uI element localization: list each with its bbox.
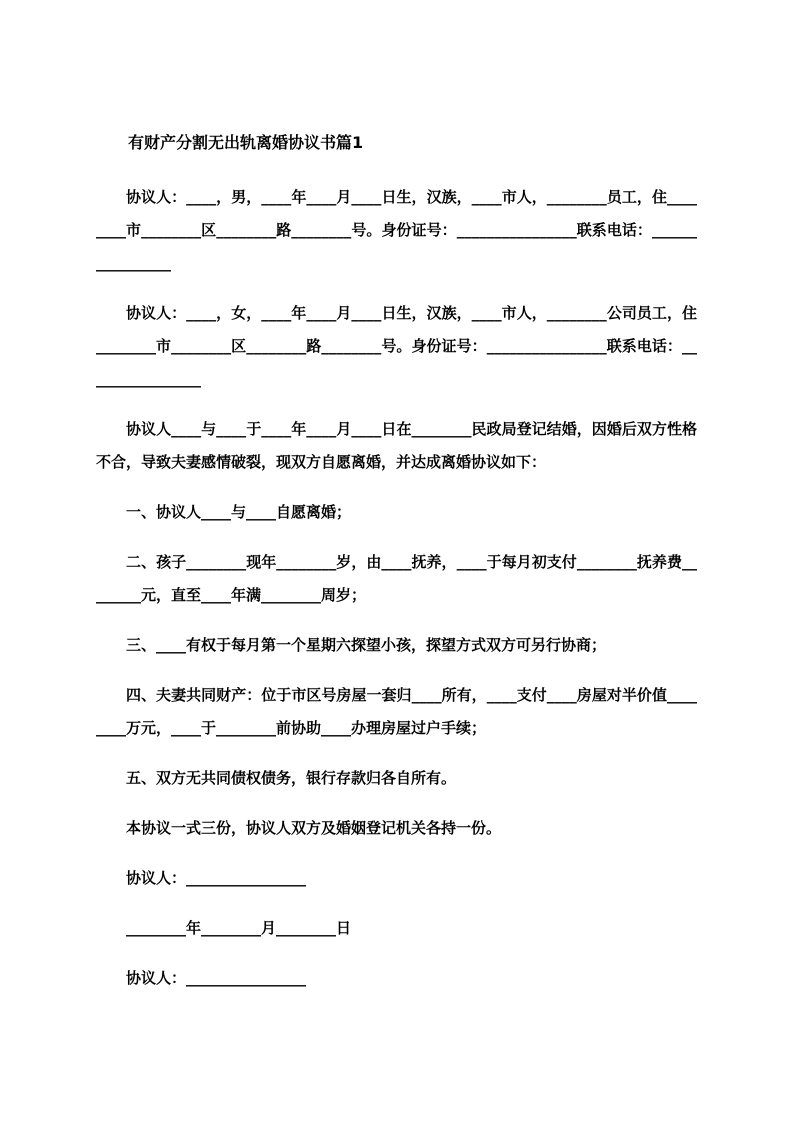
paragraph-clause-3: 三、____有权于每月第一个星期六探望小孩，探望方式双方可另行协商；	[126, 636, 607, 654]
paragraph-copies: 本协议一式三份，协议人双方及婚姻登记机关各持一份。	[126, 819, 502, 837]
paragraph-party-a: 协议人：____，男，____年____月____日生，汉族，____市人，________员工，住________市________区________路________号。身份证号：________________联系电话：________________	[96, 188, 697, 272]
paragraph-clause-4: 四、夫妻共同财产：位于市区号房屋一套归____所有，____支付____房屋对半价值________万元，____于________前协助____办理房屋过户手续；	[96, 686, 697, 737]
paragraph-party-b: 协议人：____，女，____年____月____日生，汉族，____市人，________公司员工，住________市________区________路________号。身份证号：________________联系电话：________________	[96, 304, 697, 388]
paragraph-preamble: 协议人____与____于____年____月____日在________民政局登记结婚，因婚后双方性格不合，导致夫妻感情破裂，现双方自愿离婚，并达成离婚协议如下：	[96, 420, 697, 471]
paragraph-clause-1: 一、协议人____与____自愿离婚；	[126, 503, 352, 521]
signature-line-party-b: 协议人：________________	[126, 969, 307, 987]
paragraph-clause-2: 二、孩子________现年________岁，由____抚养，____于每月初支付________抚养费________元，直至____年满________周岁；	[96, 553, 697, 604]
paragraph-clause-5: 五、双方无共同债权债务，银行存款归各自所有。	[126, 769, 457, 787]
signature-date-line: ________年________月________日	[126, 919, 352, 937]
document-title: 有财产分割无出轨离婚协议书篇1	[128, 133, 364, 152]
signature-line-party-a: 协议人：________________	[126, 869, 307, 887]
